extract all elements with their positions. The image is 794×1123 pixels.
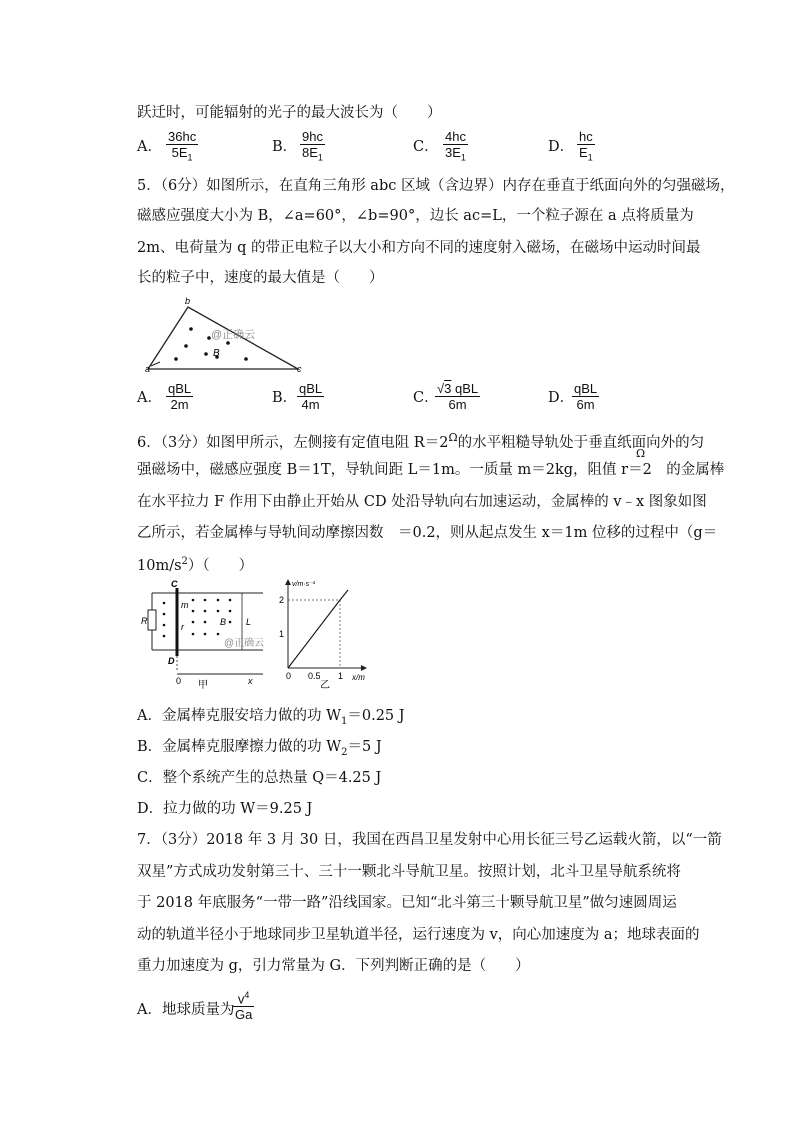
q6-option-c: C．整个系统产生的总热量 Q＝4.25 J	[137, 770, 382, 786]
resistor-r-label: R	[141, 616, 148, 626]
numerator: 4hc	[445, 129, 466, 144]
q6-option-b-post: ＝5 J	[347, 739, 382, 755]
numerator-sup: 4	[244, 990, 250, 1000]
sqrt-radicand: 3	[444, 381, 452, 396]
y-axis-label: v/m·s⁻¹	[292, 581, 316, 588]
q6-option-b	[137, 737, 382, 763]
series-line	[288, 590, 348, 668]
q5-option-d-letter: D．	[548, 390, 575, 406]
sqrt-sign: √	[437, 381, 445, 396]
y-tick-label-1: 1	[279, 629, 285, 639]
denominator: 3E	[445, 145, 461, 160]
q6-option-b-sub: 2	[341, 746, 348, 758]
y-arrow	[285, 579, 291, 585]
point-d-label: D	[168, 656, 175, 666]
watermark-text: @正确云	[211, 329, 256, 341]
q6-vx-graph	[276, 578, 376, 690]
denominator: Ga	[235, 1007, 253, 1023]
q4-tail-text: 跃迁时，可能辐射的光子的最大波长为（ ）	[137, 105, 442, 121]
mass-m-label: m	[181, 600, 189, 610]
numerator: qBL	[455, 381, 479, 396]
figure-caption-yi: 乙	[320, 680, 330, 690]
denominator: 6m	[576, 397, 595, 412]
q4-option-c-letter: C．	[413, 139, 439, 155]
q6-option-a	[137, 706, 405, 732]
numerator: v	[237, 991, 245, 1007]
q6-line-5	[137, 552, 253, 576]
q7-line-4: 动的轨道半径小于地球同步卫星轨道半径，运行速度为 v，向心加速度为 a；地球表面的	[137, 927, 700, 943]
q4-option-d-fraction	[577, 129, 595, 166]
q6-option-a-pre: A．金属棒克服安培力做的功 W	[137, 708, 341, 724]
vertex-c-label: c	[297, 364, 302, 374]
q4-option-d-letter: D．	[548, 139, 575, 155]
denominator-subscript: 1	[587, 152, 593, 163]
q6-line-1	[137, 428, 704, 453]
omega-symbol-1: Ω	[448, 431, 458, 444]
numerator: 9hc	[302, 129, 323, 144]
vertex-b-label: b	[185, 296, 191, 306]
q6-line-2: 强磁场中，磁感应强度 B＝1T，导轨间距 L＝1m。一质量 m＝2kg，阻值 r＝2 的金属棒	[137, 462, 725, 478]
resistor-r	[148, 610, 156, 630]
q5-line-3: 2m、电荷量为 q 的带正电粒子以大小和方向不同的速度射入磁场，在磁场中运动时间最	[137, 240, 701, 256]
q5-option-c-fraction	[435, 381, 480, 412]
q7-line-5: 重力加速度为 g，引力常量为 G．下列判断正确的是（ ）	[137, 958, 530, 974]
x-axis-label: x/m	[352, 673, 365, 682]
spacing-l-label: L	[246, 617, 252, 627]
denominator: E	[579, 145, 588, 160]
denominator-subscript: 1	[187, 152, 193, 163]
q6-line-1-post: 的水平粗糙导轨处于垂直纸面向外的匀	[457, 434, 705, 451]
q6-line-5-post: ）（ ）	[187, 557, 254, 574]
x-tick-label-1: 1	[338, 671, 344, 681]
origin-label: 0	[176, 676, 182, 686]
denominator-subscript: 1	[317, 152, 323, 163]
q5-option-a-letter: A．	[137, 390, 162, 406]
q6-line-3: 在水平拉力 F 作用下由静止开始从 CD 处沿导轨向右加速运动，金属棒的 v﹣x 图象如图	[137, 494, 707, 510]
denominator: 4m	[301, 397, 320, 412]
x-tick-label-0.5: 0.5	[308, 671, 321, 681]
q4-option-b-letter: B．	[272, 139, 298, 155]
q5-line-1: 5．（6分）如图所示，在直角三角形 abc 区域（含边界）内存在垂直于纸面向外的匀强磁场，	[137, 178, 735, 194]
q7-option-a-fraction	[233, 988, 254, 1022]
numerator: qBL	[168, 381, 192, 396]
numerator: qBL	[299, 381, 323, 396]
q6-option-d: D．拉力做的功 W＝9.25 J	[137, 801, 313, 817]
figure-caption-jia: 甲	[198, 680, 208, 690]
q7-line-2: 双星”方式成功发射第三十、三十一颗北斗导航卫星。按照计划，北斗卫星导航系统将	[137, 864, 681, 880]
q5-option-d-fraction	[572, 381, 599, 412]
rod-r-label: r	[181, 622, 184, 632]
numerator: qBL	[574, 381, 598, 396]
q5-option-b-letter: B．	[272, 390, 298, 406]
q6-line-5-sup: 2	[181, 556, 188, 567]
denominator: 6m	[448, 397, 467, 412]
q4-option-a-fraction	[166, 129, 198, 166]
q6-line-4: 乙所示，若金属棒与导轨间动摩擦因数 ＝0.2，则从起点发生 x＝1m 位移的过程中（g＝	[137, 525, 718, 541]
numerator: 36hc	[168, 129, 197, 144]
denominator-subscript: 1	[460, 152, 466, 163]
x-tick-label-0: 0	[286, 671, 292, 681]
x-axis-label: x	[248, 676, 253, 686]
field-b-label: B	[220, 617, 227, 627]
q5-line-2: 磁感应强度大小为 B，∠a=60°，∠b=90°，边长 ac=L，一个粒子源在 a 点将质量为	[137, 208, 694, 224]
q5-option-c-letter: C．	[413, 390, 439, 406]
q4-option-c-fraction	[443, 129, 468, 166]
q6-option-b-pre: B．金属棒克服摩擦力做的功 W	[137, 739, 342, 755]
q6-circuit-figure	[138, 578, 270, 690]
denominator: 2m	[170, 397, 189, 412]
q4-option-b-fraction	[300, 129, 325, 166]
q6-line-5-pre: 10m/s	[137, 557, 182, 574]
x-arrow	[361, 665, 367, 671]
q7-line-1: 7．（3分）2018 年 3 月 30 日，我国在西昌卫星发射中心用长征三号乙运载火箭，以“一箭	[137, 832, 722, 848]
q5-triangle-figure	[138, 296, 308, 374]
field-b-label: B	[213, 348, 220, 359]
q5-line-4: 长的粒子中，速度的最大值是（ ）	[137, 270, 384, 286]
q7-line-3: 于 2018 年底服务“一带一路”沿线国家。已知“北斗第三十颗导航卫星”做匀速圆周运	[137, 895, 677, 911]
numerator: hc	[579, 129, 593, 144]
q5-option-a-fraction	[166, 381, 193, 412]
omega-symbol-2: Ω	[636, 447, 646, 460]
denominator: 5E	[171, 145, 188, 160]
q7-option-a-text: A．地球质量为	[137, 1002, 235, 1018]
denominator: 8E	[302, 145, 318, 160]
vertex-a-label: a	[145, 364, 151, 374]
q4-option-a-letter: A．	[137, 139, 162, 155]
q6-option-a-sub: 1	[340, 715, 348, 727]
q5-option-b-fraction	[297, 381, 324, 412]
point-c-label: C	[171, 579, 178, 589]
q6-option-a-post: ＝0.25 J	[347, 708, 405, 724]
watermark-text: @正确云	[224, 638, 265, 649]
q6-line-1-pre: 6．（3分）如图甲所示，左侧接有定值电阻 R＝2	[137, 434, 449, 451]
y-tick-label-2: 2	[279, 595, 285, 605]
